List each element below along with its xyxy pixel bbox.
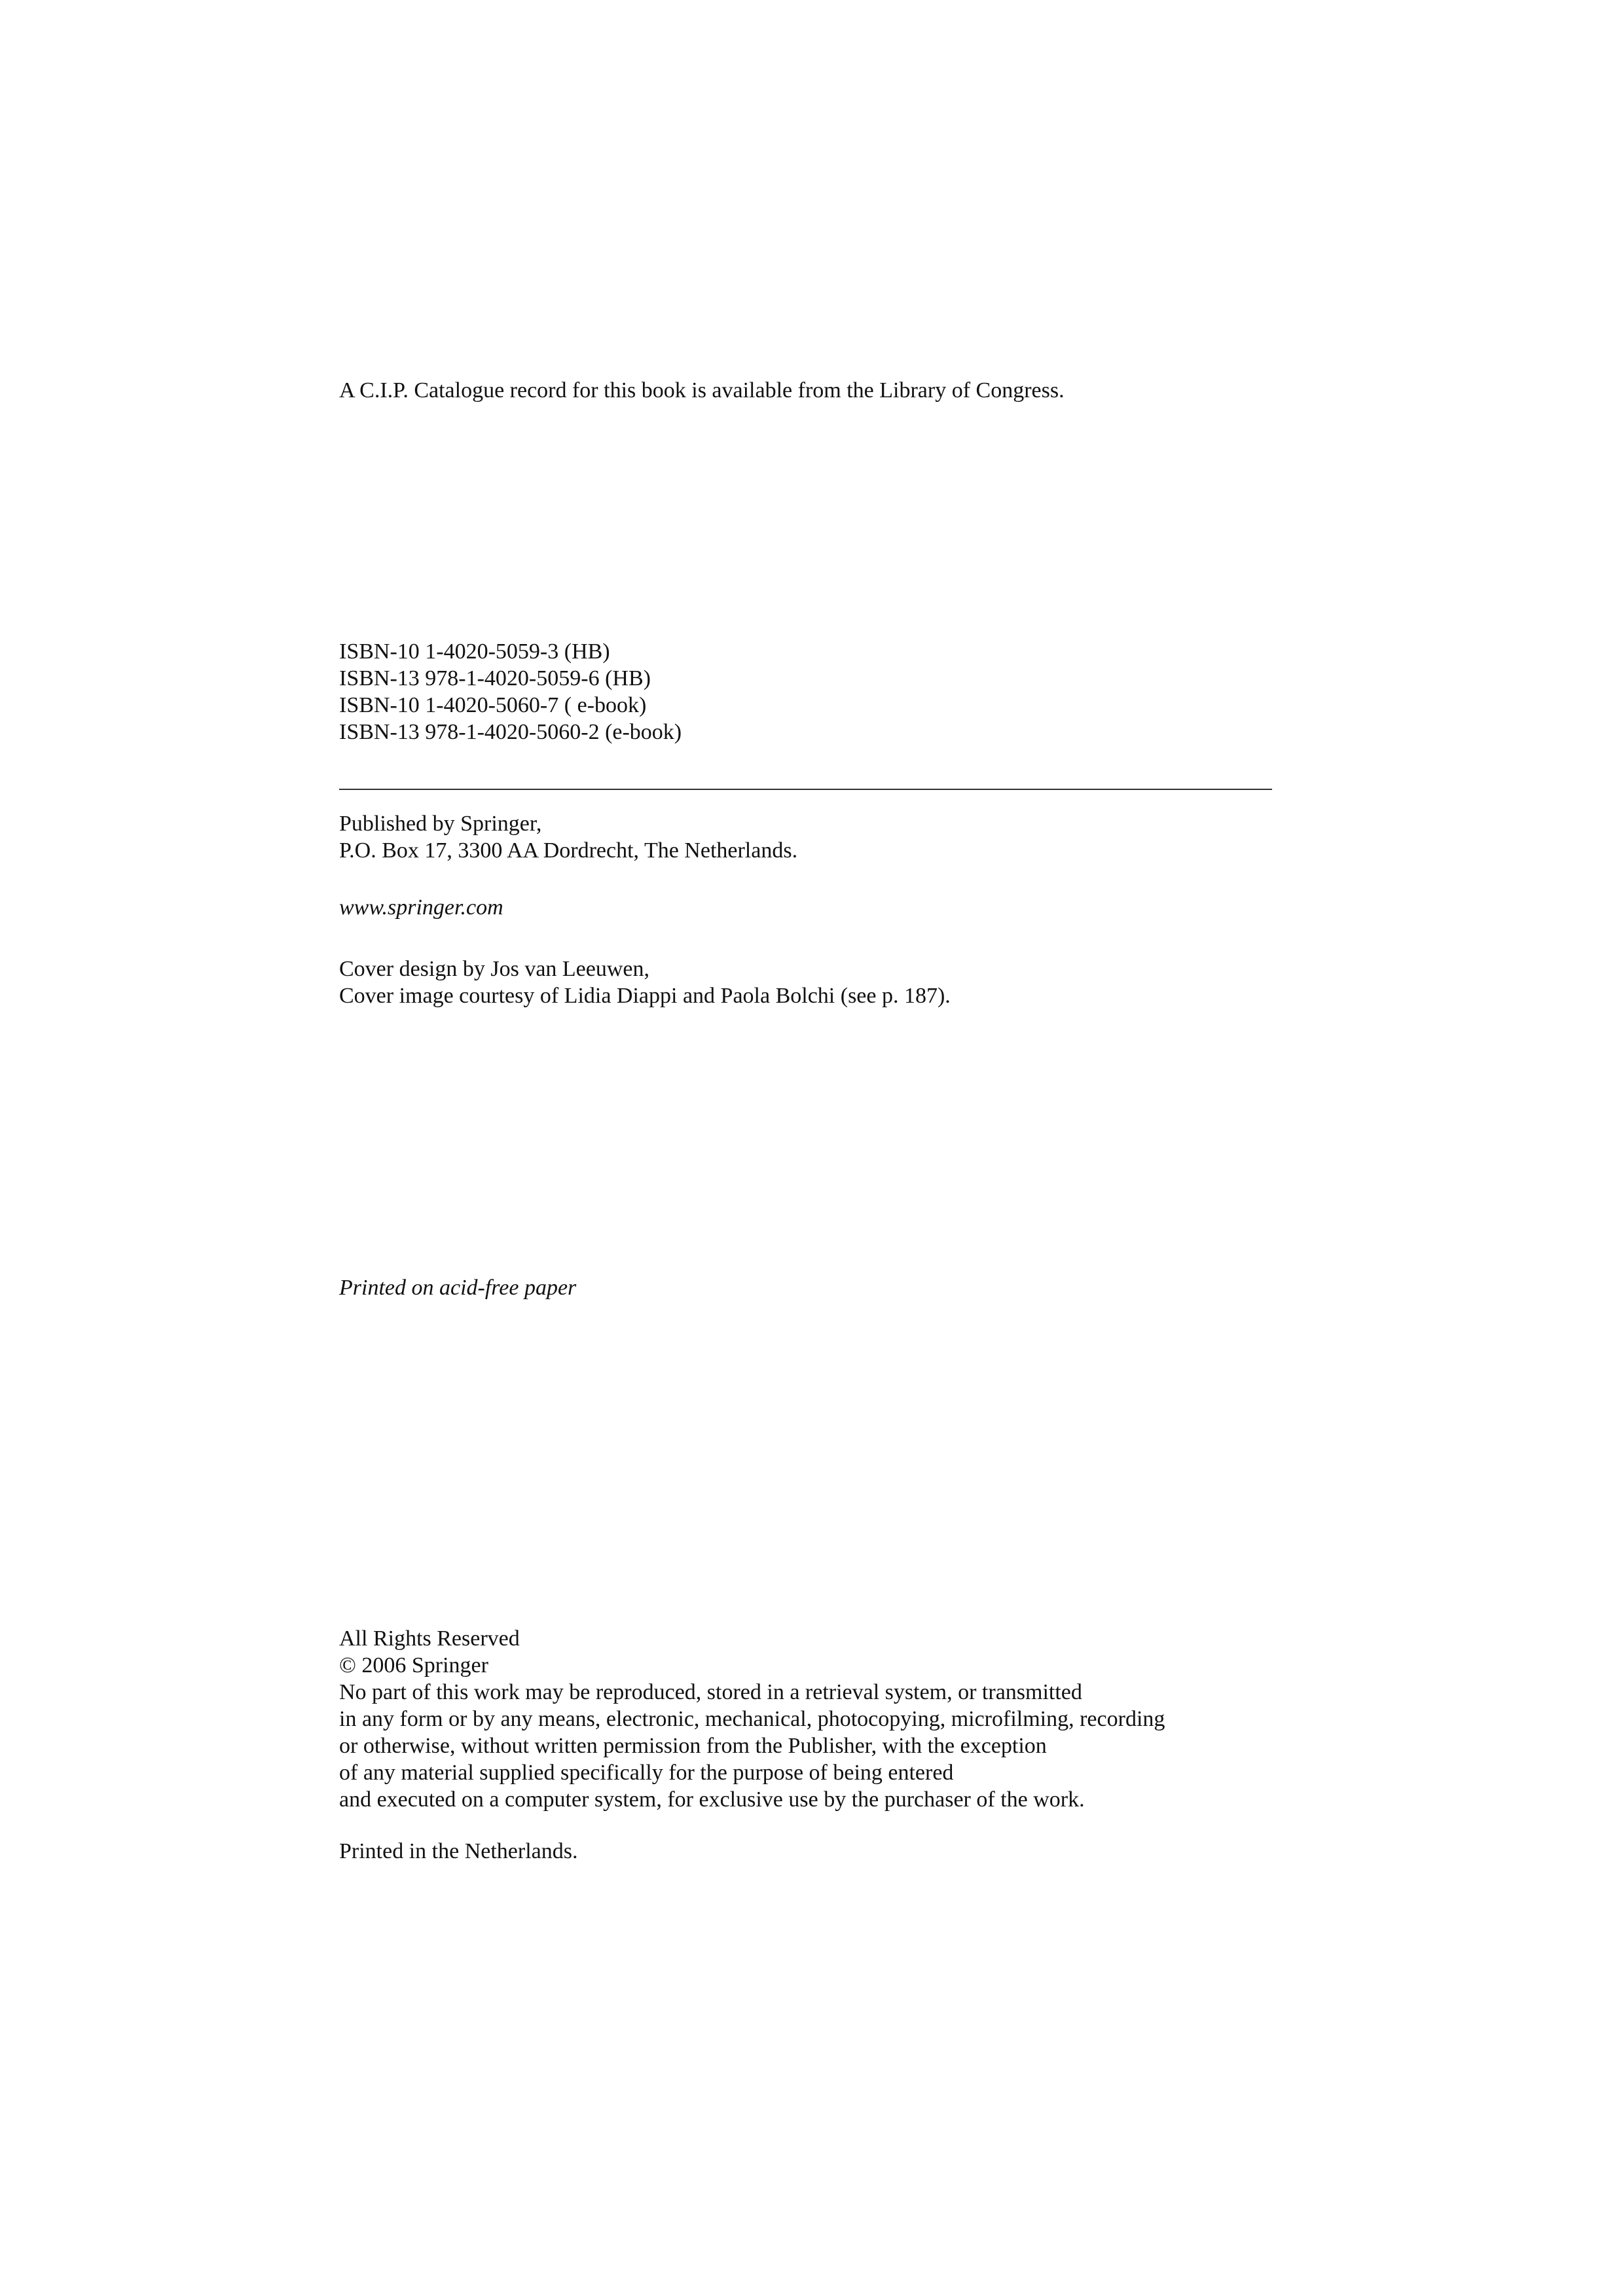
cover-image-credit: Cover image courtesy of Lidia Diappi and Paola Bolchi (see p. 187). [339,984,951,1008]
cover-design-credit: Cover design by Jos van Leeuwen, [339,957,650,981]
copyright-line: © 2006 Springer [339,1653,488,1677]
isbn-line: ISBN-10 1-4020-5060-7 ( e-book) [339,693,647,717]
cover-credits [339,956,951,1009]
publisher-website: www.springer.com [339,895,503,920]
acid-free-notice: Printed on acid-free paper [339,1276,577,1300]
printed-in-notice: Printed in the Netherlands. [339,1839,578,1863]
rights-text-line: of any material supplied specifically for the purpose of being entered [339,1761,954,1785]
rights-text-line: in any form or by any means, electronic, mechanical, photocopying, microfilming, recording [339,1707,1165,1731]
publisher-address: P.O. Box 17, 3300 AA Dordrecht, The Netherlands. [339,838,798,863]
rights-text-line: No part of this work may be reproduced, stored in a retrieval system, or transmitted [339,1680,1082,1704]
rights-notice [339,1625,1165,1813]
isbn-list [339,638,682,745]
rights-text-line: and executed on a computer system, for exclusive use by the purchaser of the work. [339,1787,1085,1812]
isbn-line: ISBN-13 978-1-4020-5060-2 (e-book) [339,720,682,744]
isbn-line: ISBN-13 978-1-4020-5059-6 (HB) [339,666,651,691]
publisher-info [339,810,797,864]
publisher-name: Published by Springer, [339,812,542,836]
cip-notice: A C.I.P. Catalogue record for this book is available from the Library of Congress. [339,378,1065,403]
rights-reserved: All Rights Reserved [339,1626,520,1651]
horizontal-divider [339,789,1272,790]
rights-text-line: or otherwise, without written permission from the Publisher, with the exception [339,1734,1047,1758]
isbn-line: ISBN-10 1-4020-5059-3 (HB) [339,639,610,664]
